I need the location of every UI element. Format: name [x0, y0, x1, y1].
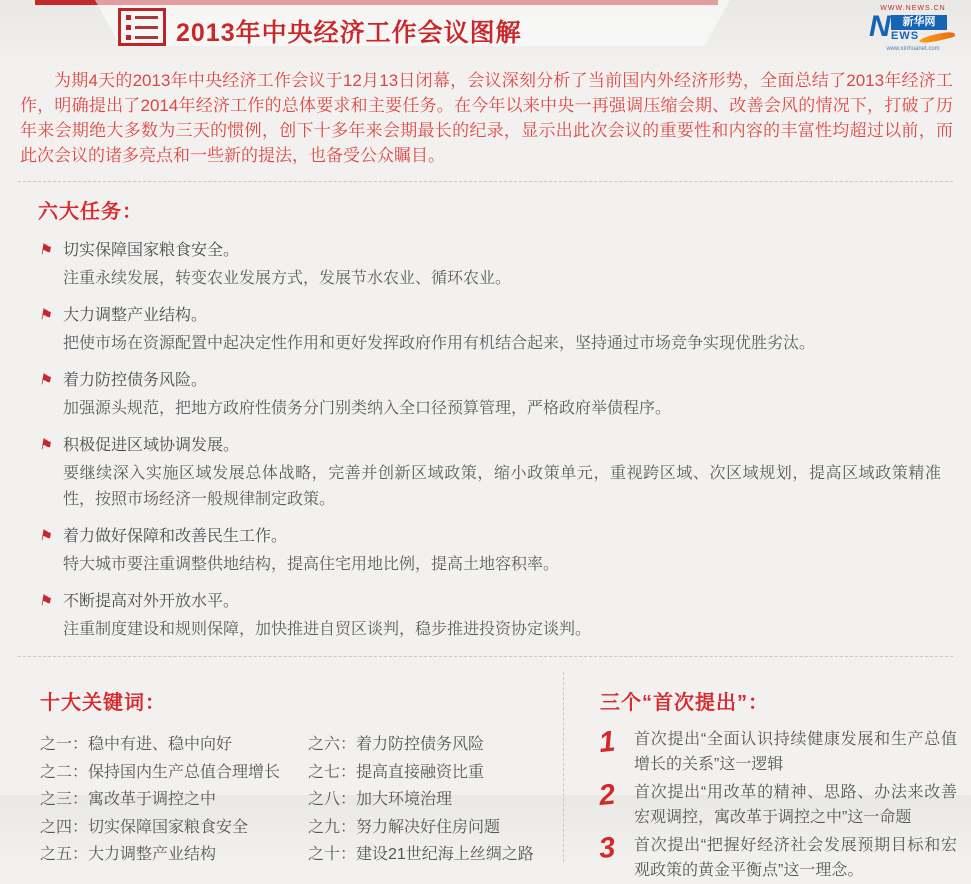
keyword-item: 之六：着力防控债务风险 [308, 736, 485, 753]
task-title: 大力调整产业结构。 [63, 307, 208, 324]
task-item [38, 524, 951, 578]
keyword-item: 之二：保持国内生产总值合理增长 [40, 763, 281, 781]
task-title: 着力防控债务风险。 [63, 372, 208, 389]
first-item-number: 2 [597, 778, 617, 813]
bottom-sections [0, 672, 971, 879]
list-icon [118, 8, 166, 46]
first-item [597, 778, 957, 830]
keywords-column-2 [308, 731, 534, 869]
keyword-item: 之四：切实保障国家粮食安全 [40, 818, 249, 836]
six-tasks-heading: 六大任务： [38, 201, 143, 223]
task-title: 不断提高对外开放水平。 [63, 593, 240, 610]
task-detail: 要继续深入实施区域发展总体战略，完善并创新区域政策，缩小政策单元，重视跨区域、次区域规划，提高区域政策精准性，按照市场经济一般规律制定政策。 [63, 465, 941, 508]
task-detail: 加强源头规范，把地方政府性债务分门别类纳入全口径预算管理，严格政府举债程序。 [63, 400, 672, 417]
logo-n-letter: N [869, 10, 891, 43]
three-firsts-section [563, 672, 971, 879]
intro-paragraph: 为期4天的2013年中央经济工作会议于12月13日闭幕，会议深刻分析了当前国内外经济形势，全面总结了2013年经济工作，明确提出了2014年经济工作的总体要求和主要任务。在今年以来中央一再强调压缩会期、改善会风的情况下，打破了历年来会期绝大多数为三天的惯例，创下十多年来会期最长的纪录，显示出此次会议的重要性和内容的丰富性均超过以前，而此次会议的诸多亮点和一些新的提法，也备受公众瞩目。 [20, 71, 953, 165]
keyword-item: 之十：建设21世纪海上丝绸之路 [308, 846, 534, 863]
task-title: 积极促进区域协调发展。 [63, 437, 240, 454]
keyword-item: 之五：大力调整产业结构 [40, 846, 217, 863]
first-item [597, 831, 957, 883]
flag-icon: ⚑ [37, 591, 55, 612]
task-item [38, 368, 951, 422]
task-item [38, 589, 951, 643]
flag-icon: ⚑ [37, 240, 55, 261]
first-item [597, 725, 957, 777]
header [0, 0, 971, 56]
keyword-item: 之一：稳中有进、稳中向好 [40, 736, 233, 753]
task-item [38, 303, 951, 357]
task-item [38, 433, 951, 513]
logo-top-url: WWW.NEWS.CN [880, 5, 946, 12]
first-item-text: 首次提出“把握好经济社会发展预期目标和宏观政策的黄金平衡点”这一理念。 [634, 837, 957, 879]
section-divider [18, 656, 953, 657]
task-title: 着力做好保障和改善民生工作。 [63, 528, 288, 545]
page-title: 2013年中央经济工作会议图解 [176, 19, 522, 47]
task-detail: 把使市场在资源配置中起决定性作用和更好发挥政府作用有机结合起来，坚持通过市场竞争实现优胜劣汰。 [63, 335, 816, 352]
first-item-number: 1 [597, 725, 617, 760]
swoosh-icon [919, 30, 956, 46]
task-title: 切实保障国家粮食安全。 [63, 242, 240, 259]
logo-cn-name: 新华网 [891, 15, 947, 30]
keywords-column-1 [40, 731, 308, 869]
ten-keywords-heading: 十大关键词： [40, 692, 166, 714]
logo-ews-text: EWS [891, 30, 920, 42]
task-detail: 特大城市要注重调整供地结构，提高住宅用地比例，提高土地容积率。 [63, 556, 560, 573]
first-item-text: 首次提出“用改革的精神、思路、办法来改善宏观调控，寓改革于调控之中”这一命题 [634, 784, 957, 826]
six-tasks-section [0, 182, 971, 643]
flag-icon: ⚑ [37, 526, 55, 547]
first-item-number: 3 [597, 831, 617, 866]
ten-keywords-section [0, 672, 563, 862]
keyword-item: 之七：提高直接融资比重 [308, 763, 485, 781]
task-detail: 注重制度建设和规则保障，加快推进自贸区谈判，稳步推进投资协定谈判。 [63, 621, 592, 638]
flag-icon: ⚑ [37, 305, 55, 326]
three-firsts-heading: 三个“首次提出”： [600, 692, 769, 714]
task-detail: 注重永续发展，转变农业发展方式，发展节水农业、循环农业。 [63, 270, 512, 287]
task-item [38, 238, 951, 292]
keyword-item: 之八：加大环境治理 [308, 791, 453, 808]
first-item-text: 首次提出“全面认识持续健康发展和生产总值增长的关系”这一逻辑 [634, 731, 957, 773]
flag-icon: ⚑ [37, 435, 55, 456]
flag-icon: ⚑ [37, 370, 55, 391]
logo-bottom-url: www.xinhuanet.com [886, 46, 940, 52]
xinhuanet-logo[interactable] [867, 4, 959, 53]
keyword-item: 之三：寓改革于调控之中 [40, 791, 217, 808]
keyword-item: 之九：努力解决好住房问题 [308, 818, 501, 836]
